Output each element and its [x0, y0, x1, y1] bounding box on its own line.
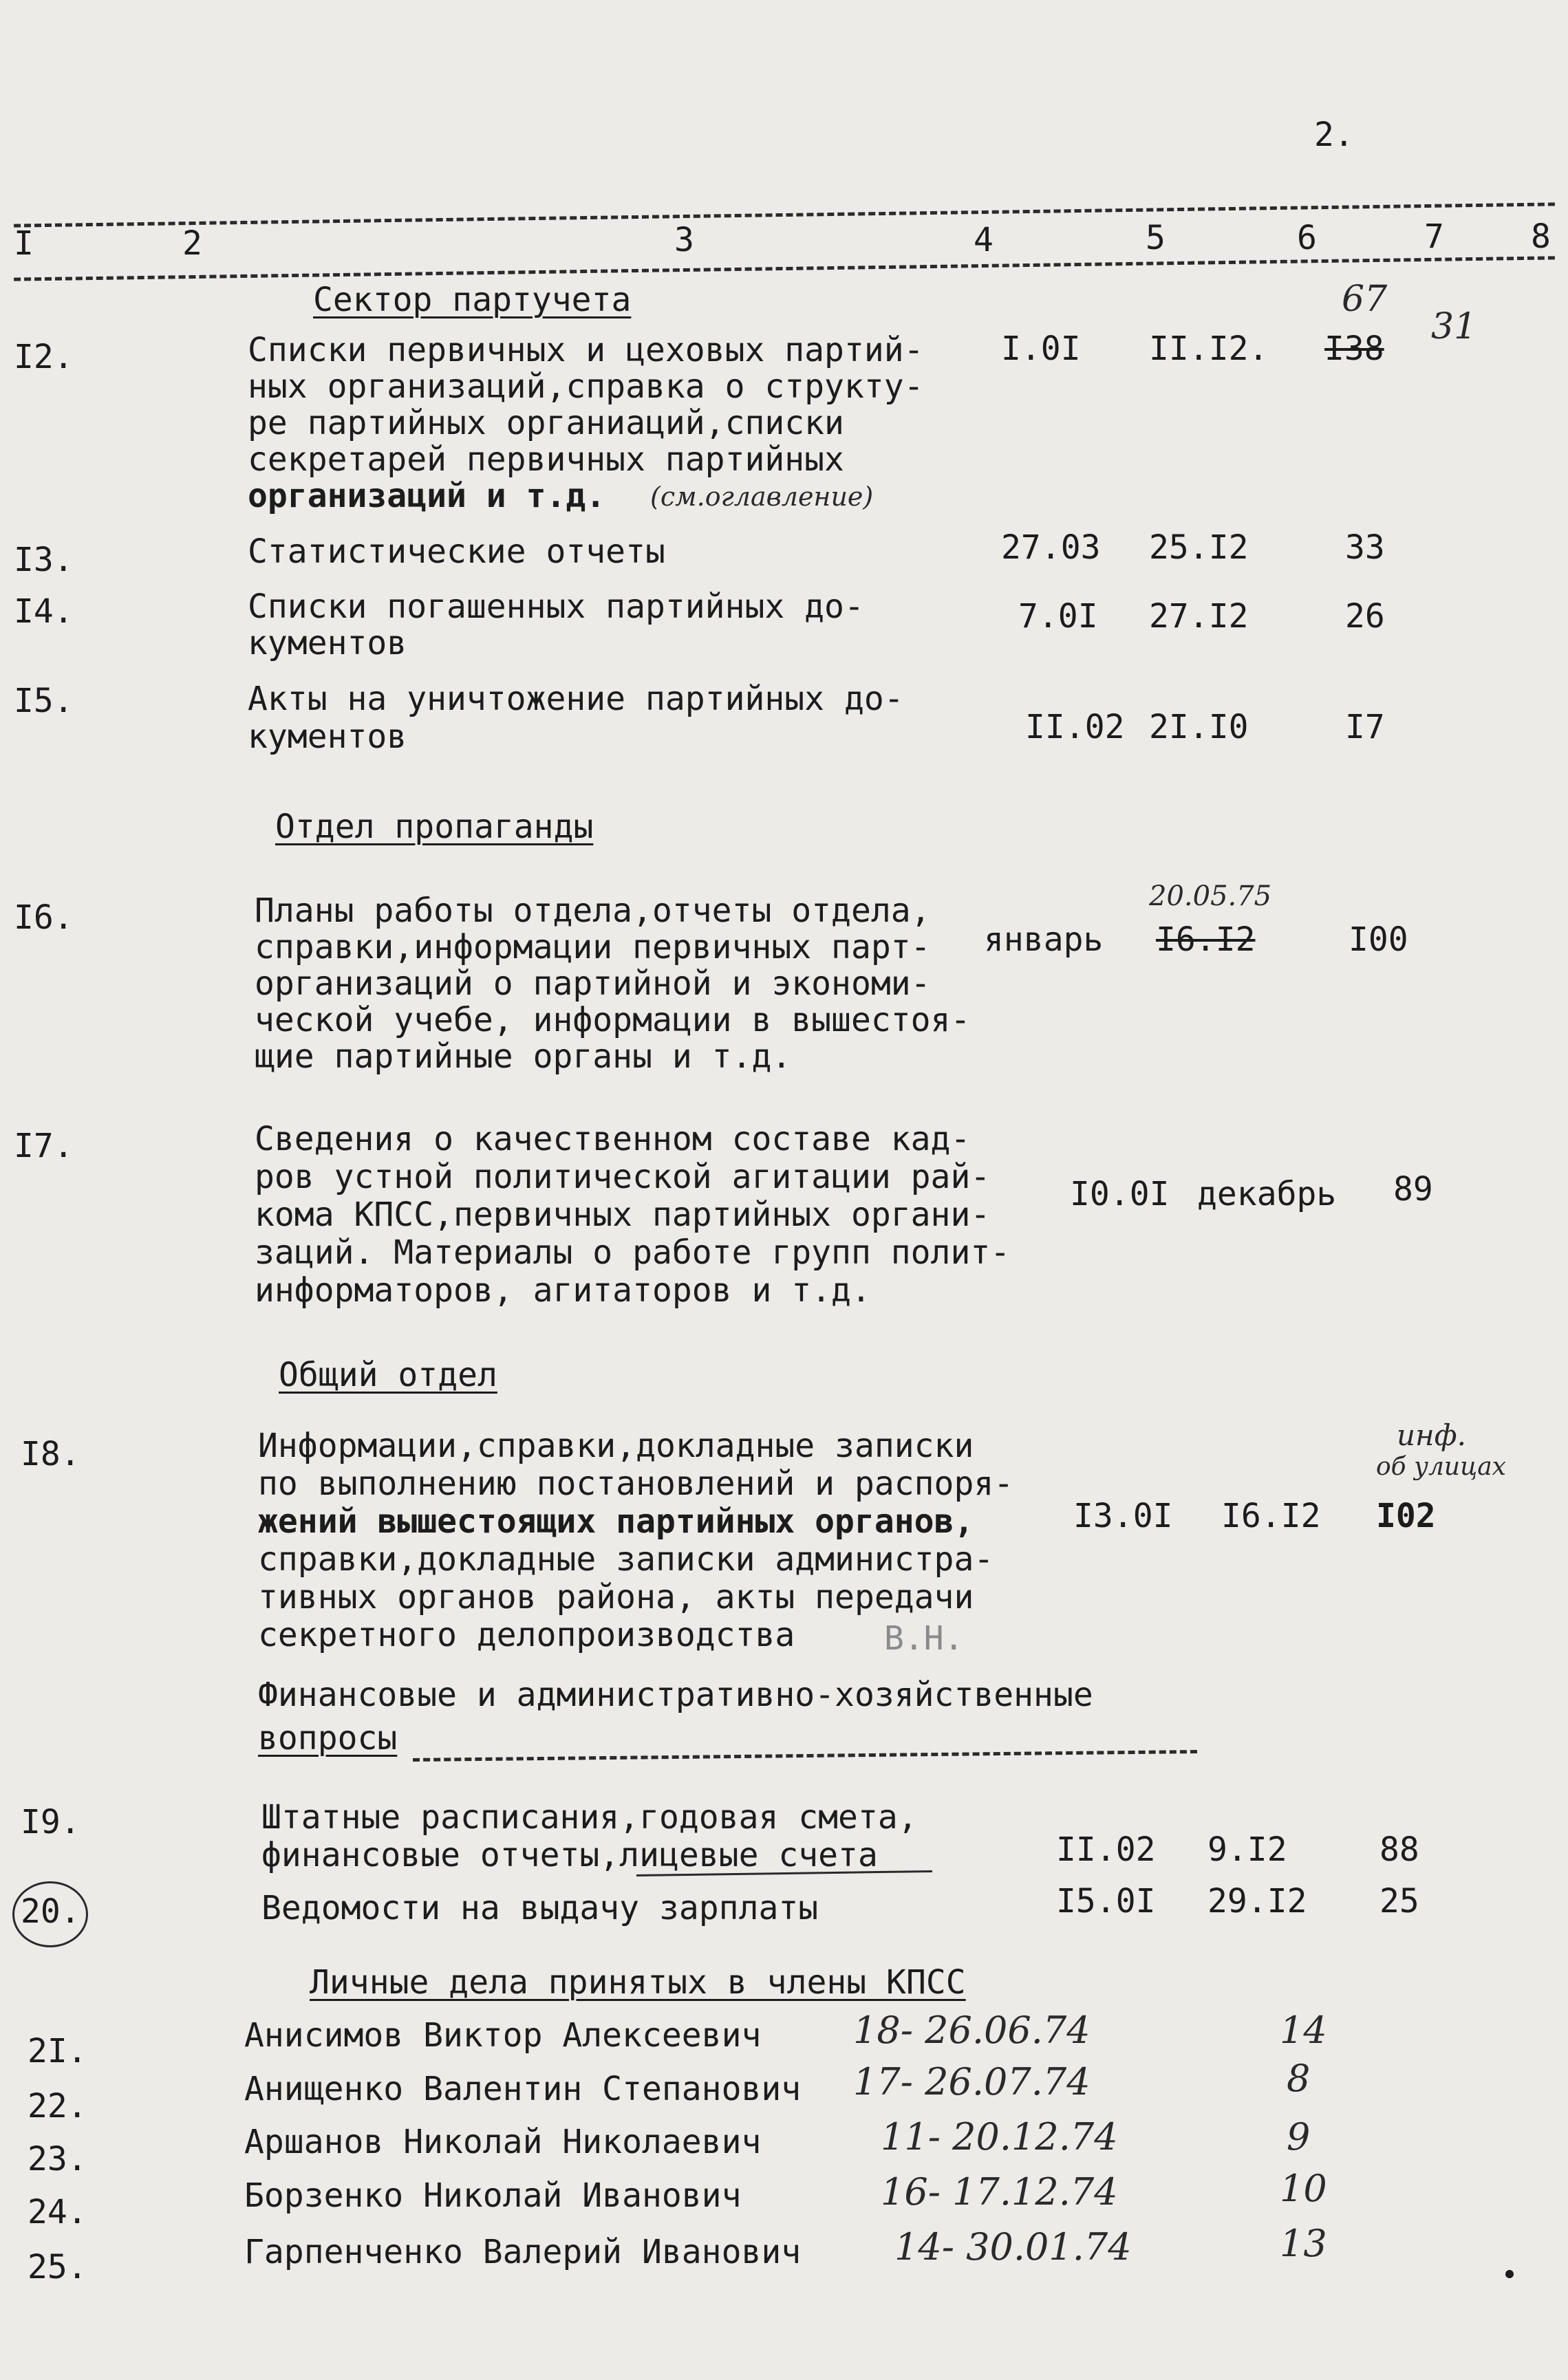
column-number-1: I	[14, 224, 34, 263]
header-rule-top	[14, 202, 1555, 227]
column-number-5: 5	[1146, 219, 1166, 257]
row-14-end-date: 27.I2	[1149, 597, 1249, 636]
column-number-7: 7	[1424, 217, 1444, 256]
person-5-number: 25.	[28, 2248, 87, 2286]
row-12-sheets-struck: I38	[1324, 329, 1384, 368]
row-12-sheets-corrected: 67	[1342, 279, 1388, 320]
person-3-number: 23.	[28, 2140, 87, 2178]
person-1-name: Анисимов Виктор Алексеевич	[244, 2016, 762, 2055]
row-12-line-3: ре партийных органиаций,списки	[248, 404, 844, 442]
section-heading-party-records: Сектор партучета	[313, 281, 632, 319]
row-18-start-date: I3.0I	[1073, 1497, 1173, 1535]
person-2-dates: 17- 26.07.74	[853, 2060, 1091, 2103]
person-4-number: 24.	[28, 2193, 87, 2231]
column-number-6: 6	[1297, 219, 1317, 257]
row-12-line-1: Списки первичных и цеховых партий-	[248, 331, 924, 369]
ink-dot	[1505, 2270, 1514, 2278]
row-18-sheets: I02	[1376, 1497, 1436, 1535]
row-17-start-date: I0.0I	[1070, 1175, 1170, 1213]
row-19-sheets: 88	[1379, 1830, 1419, 1869]
person-3-count: 9	[1287, 2115, 1311, 2159]
section-heading-finance-line-1: Финансовые и административно-хозяйственные	[258, 1676, 1093, 1714]
row-20-end-date: 29.I2	[1207, 1882, 1307, 1921]
row-16-sheets: I00	[1349, 920, 1408, 959]
section-heading-personal-files: Личные дела принятых в члены КПСС	[310, 1963, 966, 2002]
header-rule-bottom	[14, 256, 1555, 281]
row-18-mark: В.Н.	[884, 1619, 964, 1658]
row-16-end-date-corrected: 20.05.75	[1149, 880, 1272, 912]
person-5-name: Гарпенченко Валерий Иванович	[244, 2233, 802, 2271]
person-2-count: 8	[1287, 2057, 1311, 2100]
row-12-line-5: организаций и т.д.	[248, 477, 606, 515]
row-18-line-5: тивных органов района, акты передачи	[258, 1578, 974, 1616]
row-16-end-date-struck: I6.I2	[1156, 920, 1256, 959]
row-16-line-3: организаций о партийной и экономи-	[255, 964, 931, 1003]
row-17-line-4: заций. Материалы о работе групп полит-	[255, 1233, 1011, 1272]
row-17-line-3: кома КПСС,первичных партийных органи-	[255, 1196, 991, 1234]
row-13-number: I3.	[14, 541, 74, 579]
row-14-start-date: 7.0I	[1018, 597, 1098, 636]
person-1-dates: 18- 26.06.74	[853, 2009, 1091, 2052]
row-15-number: I5.	[14, 682, 74, 720]
person-2-name: Анищенко Валентин Степанович	[244, 2070, 802, 2108]
row-18-number: I8.	[21, 1435, 80, 1473]
row-17-line-5: информаторов, агитаторов и т.д.	[255, 1271, 871, 1310]
row-15-end-date: 2I.I0	[1149, 708, 1249, 746]
row-16-line-5: щие партийные органы и т.д.	[255, 1037, 792, 1076]
row-16-number: I6.	[14, 898, 74, 937]
row-12-line-4: секретарей первичных партийных	[248, 440, 844, 479]
row-19-start-date: II.02	[1056, 1830, 1156, 1869]
row-20-start-date: I5.0I	[1056, 1882, 1156, 1921]
row-14-line-1: Списки погашенных партийных до-	[248, 587, 864, 626]
column-number-8: 8	[1531, 217, 1551, 256]
person-1-number: 2I.	[28, 2032, 87, 2070]
person-4-dates: 16- 17.12.74	[881, 2170, 1118, 2214]
row-17-end-date: декабрь	[1197, 1175, 1337, 1213]
row-17-line-2: ров устной политической агитации рай-	[255, 1158, 991, 1196]
row-19-end-date: 9.I2	[1207, 1830, 1287, 1869]
row-13-line-1: Статистические отчеты	[248, 532, 665, 571]
person-5-count: 13	[1280, 2222, 1327, 2265]
row-12-line-2: ных организаций,справка о структу-	[248, 367, 924, 406]
row-15-start-date: II.02	[1025, 708, 1125, 746]
row-16-start-date: январь	[984, 920, 1104, 959]
row-15-line-2: кументов	[248, 717, 407, 756]
column-number-2: 2	[182, 224, 202, 263]
row-15-line-1: Акты на уничтожение партийных до-	[248, 680, 904, 718]
page-number: 2.	[1314, 116, 1354, 154]
row-16-line-4: ческой учебе, информации в вышестоя-	[255, 1001, 971, 1039]
row-14-number: I4.	[14, 592, 74, 631]
row-20-sheets: 25	[1379, 1882, 1419, 1921]
row-18-handwritten-note-1: инф.	[1397, 1418, 1466, 1452]
row-17-number: I7.	[14, 1127, 74, 1165]
row-12-col7-handwritten: 31	[1431, 306, 1477, 347]
row-18-line-4: справки,докладные записки администра-	[258, 1540, 994, 1579]
section-heading-finance-line-2: вопросы	[258, 1719, 398, 1757]
row-14-sheets: 26	[1345, 597, 1385, 636]
column-number-3: 3	[674, 221, 694, 259]
row-18-handwritten-note-2: об улицах	[1376, 1453, 1506, 1481]
person-3-name: Аршанов Николай Николаевич	[244, 2123, 762, 2161]
column-number-4: 4	[974, 221, 994, 259]
person-4-count: 10	[1280, 2167, 1327, 2210]
section-finance-dash	[413, 1750, 1197, 1762]
section-heading-propaganda: Отдел пропаганды	[275, 808, 594, 846]
row-19-line-2: финансовые отчеты,лицевые счета	[261, 1836, 878, 1874]
person-1-count: 14	[1280, 2009, 1327, 2052]
row-17-line-1: Сведения о качественном составе кад-	[255, 1120, 971, 1158]
row-20-line-1: Ведомости на выдачу зарплаты	[261, 1889, 819, 1927]
row-19-number: I9.	[21, 1803, 80, 1841]
row-18-line-3: жений вышестоящих партийных органов,	[258, 1502, 974, 1541]
row-12-start-date: I.0I	[1001, 329, 1081, 368]
row-15-sheets: I7	[1345, 708, 1385, 746]
row-13-start-date: 27.03	[1001, 528, 1101, 567]
row-16-line-1: Планы работы отдела,отчеты отдела,	[255, 891, 931, 930]
row-12-handwritten-note: (см.оглавление)	[650, 482, 874, 512]
person-3-dates: 11- 20.12.74	[881, 2115, 1118, 2159]
row-20-number: 20.	[21, 1892, 80, 1931]
row-18-line-2: по выполнению постановлений и распоря-	[258, 1464, 1014, 1503]
row-14-line-2: кументов	[248, 624, 407, 662]
row-18-line-6: секретного делопроизводства	[258, 1616, 795, 1654]
row-13-end-date: 25.I2	[1149, 528, 1249, 567]
row-12-end-date: II.I2.	[1149, 329, 1269, 368]
person-5-dates: 14- 30.01.74	[894, 2225, 1132, 2269]
row-19-line-1: Штатные расписания,годовая смета,	[261, 1798, 918, 1837]
row-12-number: I2.	[14, 338, 74, 376]
person-2-number: 22.	[28, 2087, 87, 2125]
row-13-sheets: 33	[1345, 528, 1385, 567]
section-heading-general: Общий отдел	[279, 1356, 497, 1394]
row-17-sheets: 89	[1393, 1170, 1433, 1209]
row-18-line-1: Информации,справки,докладные записки	[258, 1427, 974, 1465]
person-4-name: Борзенко Николай Иванович	[244, 2176, 742, 2215]
row-18-end-date: I6.I2	[1221, 1497, 1321, 1535]
row-16-line-2: справки,информации первичных парт-	[255, 928, 931, 966]
